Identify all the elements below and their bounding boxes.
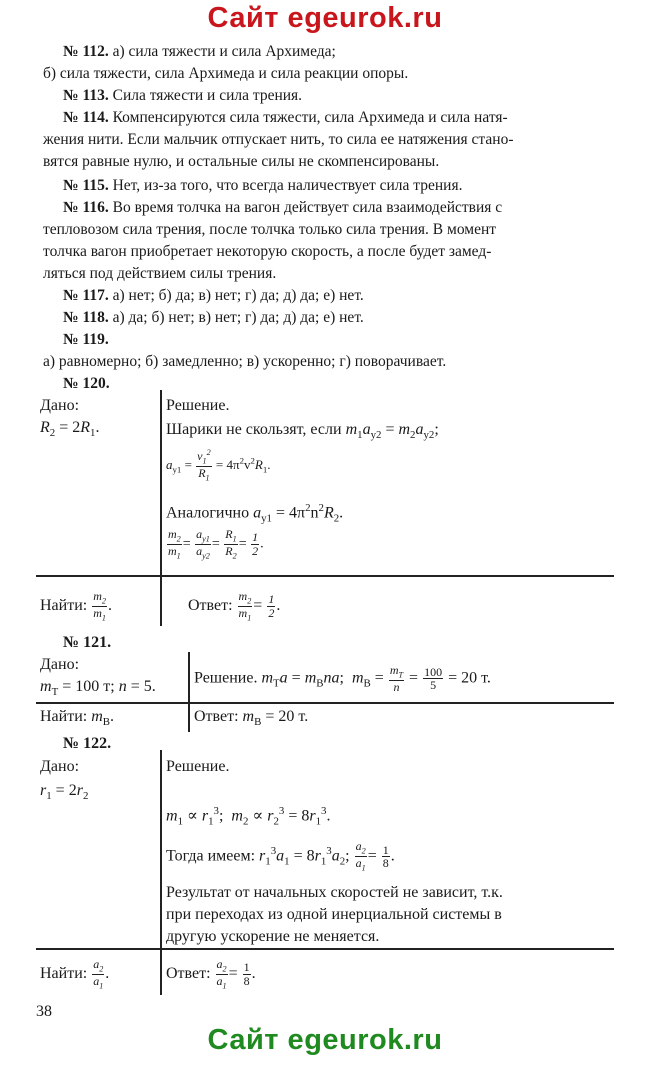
- p120-solution-label: Решение.: [166, 397, 230, 414]
- site-watermark-top: Сайт egeurok.ru: [207, 2, 443, 34]
- p122-result-line-2: при переходах из одной инерциальной системы в: [166, 906, 502, 923]
- p120-condition-text: Шарики не скользят, если: [166, 421, 346, 438]
- line-text: Нет, из-за того, что всегда наличествует сила трения.: [108, 177, 463, 194]
- line-text: ляться под действием силы трения.: [43, 265, 277, 282]
- text-line: [63, 308, 364, 328]
- line-text: а) да; б) нет; в) нет; г) да; д) да; е) нет.: [108, 309, 364, 326]
- text-line: [43, 352, 446, 372]
- p120-condition: Шарики не скользят, если $m_1a_{y2} = m_2a_{y2}$;: [166, 421, 439, 442]
- text-line: [43, 220, 496, 240]
- p122-result-line-1: Результат от начальных скоростей не зависит, т.к.: [166, 884, 503, 901]
- text-line: [43, 242, 491, 262]
- p121-answer: Ответ: $m_B = 20$ т.: [194, 708, 309, 729]
- p122-answer-num: 1: [243, 960, 250, 975]
- p121-answer-value: = 20 т.: [265, 708, 309, 725]
- p120-answer-label: Ответ:: [188, 597, 233, 615]
- table-121-divider-horizontal: [36, 702, 614, 704]
- p122-answer: Ответ: $\frac{a_2}{a_1}$ = $\frac{1}{8}$ .: [166, 957, 256, 991]
- p122-result-line-3: другую ускорение не меняется.: [166, 928, 380, 945]
- p122-find-label: Найти:: [40, 965, 88, 983]
- line-text: Компенсируются сила тяжести, сила Архимеда и сила натя-: [108, 109, 508, 126]
- table-122-divider-vertical: [160, 750, 162, 995]
- problem-number: № 120.: [63, 375, 110, 392]
- p121-given-n: = 5.: [130, 678, 156, 695]
- problem-number: № 118.: [63, 309, 109, 326]
- p121-given-label: Дано:: [40, 656, 80, 673]
- text-line: [43, 64, 408, 84]
- p120-find-label: Найти:: [40, 597, 88, 615]
- p121-solution-label: Решение.: [194, 669, 258, 687]
- p120-answer: Ответ: $\frac{m_2}{m_1}$ = $\frac{1}{2}$ .: [188, 589, 281, 623]
- p121-given-value: $m_T = 100$ т; n = 5.: [40, 678, 156, 699]
- p122-number: № 122.: [63, 735, 112, 752]
- text-line: [63, 286, 364, 306]
- p122-answer-den: 8: [243, 973, 250, 988]
- p120-given-value: $R_2 = 2R_1$.: [40, 419, 100, 440]
- text-line: [63, 108, 508, 128]
- p121-frac-den: 5: [430, 678, 437, 693]
- p121-answer-label: Ответ:: [194, 708, 239, 725]
- table-120-divider-vertical: [160, 390, 162, 626]
- text-line: [63, 330, 109, 350]
- text-line: [63, 176, 462, 196]
- text-line: [43, 130, 513, 150]
- text-line: [43, 264, 276, 284]
- p120-analog-text: Аналогично: [166, 504, 254, 522]
- p122-solution-label: Решение.: [166, 758, 230, 775]
- p121-find-label: Найти:: [40, 708, 88, 725]
- problem-number: № 113.: [63, 87, 109, 104]
- problem-number: № 116.: [63, 199, 109, 216]
- problem-number: № 112.: [63, 43, 109, 60]
- text-line: [63, 374, 110, 394]
- table-120-divider-horizontal: [36, 575, 614, 577]
- p120-ratio-formula: $\frac{m_2}{m_1}$ = $\frac{a_{y1}}{a_{y2}}$ = $\frac{R_1}{R_2}$ = $\frac{1}{2}$ .: [168, 527, 264, 561]
- p121-result: = 20 т.: [448, 669, 491, 687]
- line-text: а) нет; б) да; в) нет; г) да; д) да; е) нет.: [108, 287, 364, 304]
- p122-then: Тогда имеем: $r_1^3a_1 = 8r_1^3a_2$; $\frac{a_2}{a_1}$ = $\frac{1}{8}$ .: [166, 839, 395, 873]
- line-text: а) равномерно; б) замедленно; в) ускоренно; г) поворачивает.: [43, 353, 447, 370]
- line-text: тепловозом сила трения, после толчка только сила трения. В момент: [43, 221, 497, 238]
- p120-given-label: Дано:: [40, 397, 80, 414]
- p121-number: № 121.: [63, 634, 112, 651]
- p122-given-label: Дано:: [40, 758, 80, 775]
- p121-given-text: = 100 т;: [62, 678, 119, 695]
- p122-then-label: Тогда имеем:: [166, 847, 260, 865]
- p121-find: Найти: $m_B$.: [40, 708, 115, 729]
- p121-frac-num: 100: [424, 664, 443, 679]
- problem-number: № 117.: [63, 287, 109, 304]
- text-line: [43, 152, 439, 172]
- problem-number: № 114.: [63, 109, 109, 126]
- p120-analog: Аналогично $a_{y1} = 4\pi^2n^2R_2$.: [166, 502, 344, 525]
- p120-answer-num: 1: [268, 592, 275, 607]
- line-text: вятся равные нулю, и остальные силы не скомпенсированы.: [43, 153, 440, 170]
- line-text: толчка вагон приобретает некоторую скорость, а после будет замед-: [43, 243, 492, 260]
- problem-number: № 119.: [63, 331, 109, 348]
- line-text: жения нити. Если мальчик отпускает нить, то сила ее натяжения стано-: [43, 131, 514, 148]
- p121-solution: Решение. $m_Ta = m_Bna$; $m_B$ = $\frac{m_T}{n}$ = $\frac{100}{5}$ = 20 т.: [194, 663, 491, 694]
- line-text: Сила тяжести и сила трения.: [108, 87, 303, 104]
- text-line: [63, 198, 502, 218]
- page-number: 38: [36, 1003, 52, 1020]
- text-line: [63, 42, 336, 62]
- p120-acceleration-formula: $a_{y1}$ = $\frac{v_1^2}{R_1}$ = $4\pi^2v^2R_1$.: [166, 448, 271, 483]
- site-watermark-bottom: Сайт egeurok.ru: [207, 1024, 443, 1056]
- line-text: Во время толчка на вагон действует сила взаимодействия с: [108, 199, 503, 216]
- p122-mass-relation: $m_1 \propto r_1^3$; $m_2 \propto r_2^3 = 8r_1^3$.: [166, 805, 331, 828]
- problem-number: № 115.: [63, 177, 109, 194]
- p120-answer-den: 2: [268, 605, 275, 620]
- p122-find: Найти: $\frac{a_2}{a_1}$ .: [40, 957, 110, 991]
- line-text: б) сила тяжести, сила Архимеда и сила реакции опоры.: [43, 65, 409, 82]
- text-line: [63, 86, 302, 106]
- table-122-divider-horizontal: [36, 948, 614, 950]
- p122-given-value: $r_1 = 2r_2$: [40, 782, 89, 803]
- p120-find: Найти: $\frac{m_2}{m_1}$ .: [40, 589, 112, 623]
- table-121-divider-vertical: [188, 652, 190, 732]
- p122-answer-label: Ответ:: [166, 965, 211, 983]
- line-text: а) сила тяжести и сила Архимеда;: [108, 43, 336, 60]
